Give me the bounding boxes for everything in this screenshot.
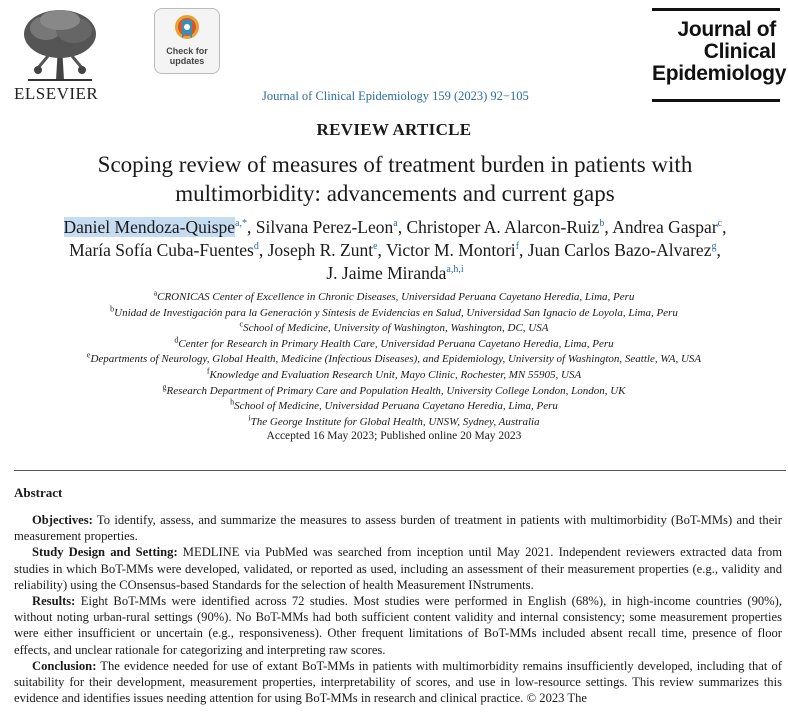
abstract-heading: Abstract xyxy=(14,485,63,500)
abstract-objectives: Objectives: To identify, assess, and summarize the measures to assess burden of treatment in patients with multimorbidity (BoT-MMs) and their measurement properties. xyxy=(14,513,782,544)
check-for-updates-badge[interactable] xyxy=(154,8,220,74)
journal-title-line2: Clinical xyxy=(703,40,776,63)
affiliation: $^h$School of Medicine, Universidad Peruana Cayetano Heredia, Lima, Peru xyxy=(230,397,558,413)
affiliation-list xyxy=(0,290,788,430)
elsevier-tree-logo xyxy=(18,6,102,82)
author[interactable]: J. Jaime Miranda$^{a,h,i}$ xyxy=(326,263,464,283)
journal-citation[interactable]: Journal of Clinical Epidemiology 159 (2023) 92−105 xyxy=(262,89,529,103)
affiliation: $^c$School of Medicine, University of Washington, Washington, DC, USA xyxy=(239,319,549,335)
publication-dates: Accepted 16 May 2023; Published online 20 May 2023 xyxy=(266,430,522,442)
affiliation: $^e$Departments of Neurology, Global Health, Medicine (Infectious Diseases), and Epidemiology, University of Washington, Seattle, WA, USA xyxy=(86,350,702,366)
abstract-body xyxy=(14,512,782,706)
author-list: Daniel Mendoza-Quispe$^{a,*}$, Silvana Perez-Leon$^a$, Christoper A. Alarcon-Ruiz$^b$, Andrea Gaspar$^c$, María Sofía Cuba-Fuentes$^d$, Joseph R. Zunt$^e$, Victor M. Montori$^f$, Juan Carlos Bazo-Alvarez$^g$, J. Jaime Miranda$^{a,h,i}$ xyxy=(63,217,727,283)
article-title: Scoping review of measures of treatment burden in patients with multimorbidity: advancements and current gaps xyxy=(97,152,693,206)
check-for-updates-line2: updates xyxy=(169,56,205,66)
check-for-updates-line1: Check for xyxy=(166,46,208,56)
journal-title-box xyxy=(652,8,787,102)
affiliation: $^f$Knowledge and Evaluation Research Unit, Mayo Clinic, Rochester, MN 55905, USA xyxy=(206,366,582,381)
bookmark-icon xyxy=(172,14,202,46)
author[interactable]: Juan Carlos Bazo-Alvarez$^g$ xyxy=(527,240,717,260)
author[interactable]: Andrea Gaspar$^c$ xyxy=(612,217,723,237)
article-type: REVIEW ARTICLE xyxy=(316,120,472,139)
author[interactable]: Joseph R. Zunt$^e$ xyxy=(267,240,378,260)
abstract-study-design: Study Design and Setting: MEDLINE via PubMed was searched from inception until May 2021. Independent reviewers extracted data from studies in which BoT-MMs were developed, validated, or reported as used, including an assessment of their measurement properties (e.g., validity and reliability) using the COnsensus-based Standards for the selection of health Measurement INstruments. xyxy=(14,545,782,592)
author[interactable]: Daniel Mendoza-Quispe$^{a,*}$ xyxy=(63,217,247,237)
section-divider xyxy=(14,470,786,471)
abstract-results: Results: Eight BoT-MMs were identified across 72 studies. Most studies were performed in English (68%), in high-income countries (90%), without noting urban-rural settings (90%). No BoT-MMs had both sufficient content validity and internal consistency; some measurement properties were either insufficient or uncertain (e.g., responsiveness). Other frequent limitations of BoT-MMs included absent recall time, presence of floor effects, and unclear rationale for categorizing and interpreting raw scores. xyxy=(14,594,782,657)
affiliation: $^a$CRONICAS Center of Excellence in Chronic Diseases, Universidad Peruana Cayetano Heredia, Lima, Peru xyxy=(153,288,635,303)
author[interactable]: Christoper A. Alarcon-Ruiz$^b$ xyxy=(406,217,605,237)
author[interactable]: Silvana Perez-Leon$^a$ xyxy=(255,217,398,237)
author[interactable]: Victor M. Montori$^f$ xyxy=(385,240,520,260)
author[interactable]: María Sofía Cuba-Fuentes$^d$ xyxy=(69,240,259,260)
affiliation: $^g$Research Department of Primary Care and Population Health, University College London, London, UK xyxy=(162,381,626,397)
affiliation: $^b$Unidad de Investigación para la Generación y Síntesis de Evidencias en Salud, Universidad San Ignacio de Loyola, Lima, Peru xyxy=(110,303,678,319)
abstract-conclusion: Conclusion: The evidence needed for use of extant BoT-MMs in patients with multimorbidity remains insufficiently developed, including that of suitability for their development, measurement properties, interpretability of scores, and use in low-resource settings. This review summarizes this evidence and identifies issues needing attention for using BoT-MMs in research and clinical practice. © 2023 The xyxy=(14,658,782,706)
affiliation: $^i$The George Institute for Global Health, UNSW, Sydney, Australia xyxy=(248,413,540,428)
journal-title-line3: Epidemiology xyxy=(652,62,787,85)
publisher-name: ELSEVIER xyxy=(14,84,99,103)
affiliation: $^d$Center for Research in Primary Health Care, Universidad Peruana Cayetano Heredia, Lima, Peru xyxy=(174,335,614,350)
journal-title-line1: Journal of xyxy=(677,18,776,41)
